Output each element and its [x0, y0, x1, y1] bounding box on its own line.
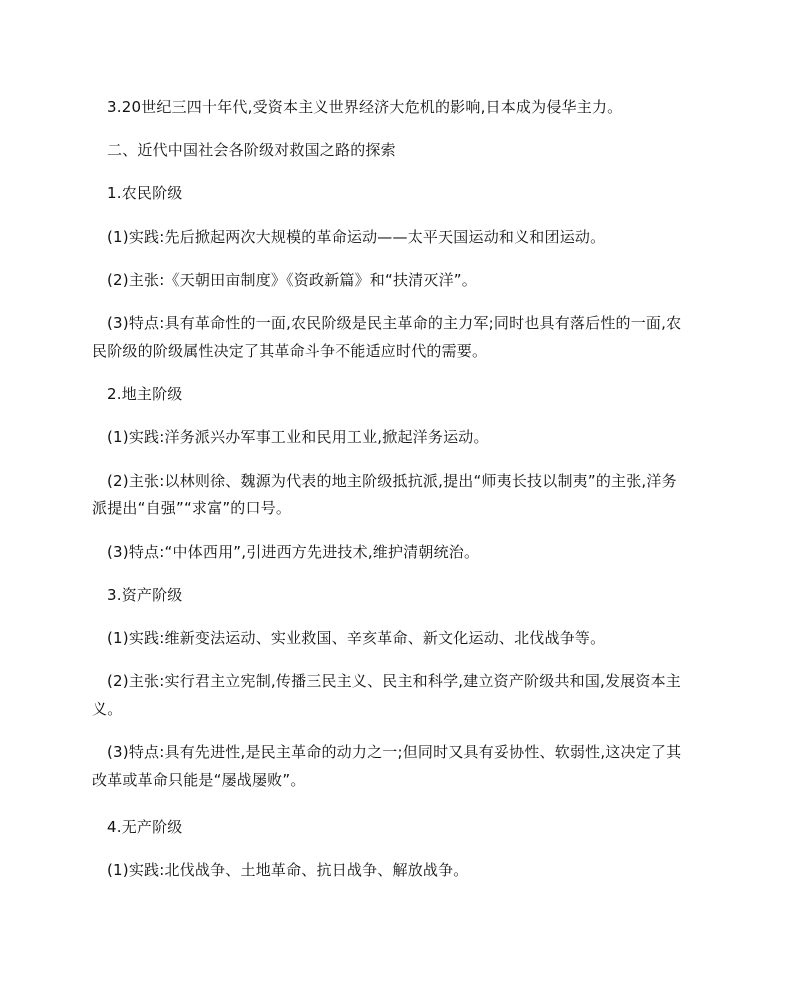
- item-3-japan-aggression: 3.20世纪三四十年代,受资本主义世界经济大危机的影响,日本成为侵华主力。: [107, 98, 623, 116]
- bourgeoisie-features-line-2: 改革或革命只能是“屡战屡败”。: [92, 771, 306, 789]
- subheading-proletariat: 4.无产阶级: [107, 818, 183, 836]
- landlord-practice: (1)实践:洋务派兴办军事工业和民用工业,掀起洋务运动。: [107, 428, 489, 446]
- proletariat-practice: (1)实践:北伐战争、土地革命、抗日战争、解放战争。: [107, 861, 469, 879]
- peasant-proposition: (2)主张:《天朝田亩制度》《资政新篇》和“扶清灭洋”。: [107, 271, 477, 289]
- landlord-proposition-line-2: 派提出“自强”“求富”的口号。: [92, 499, 292, 517]
- subheading-peasant-class: 1.农民阶级: [107, 184, 183, 202]
- bourgeoisie-proposition-line-2: 义。: [92, 700, 123, 718]
- peasant-features-line-1: (3)特点:具有革命性的一面,农民阶级是民主革命的主力军;同时也具有落后性的一面,农: [107, 314, 682, 332]
- bourgeoisie-practice: (1)实践:维新变法运动、实业救国、辛亥革命、新文化运动、北伐战争等。: [107, 629, 606, 647]
- bourgeoisie-proposition-line-1: (2)主张:实行君主立宪制,传播三民主义、民主和科学,建立资产阶级共和国,发展资本主: [107, 672, 682, 690]
- section-heading-2: 二、近代中国社会各阶级对救国之路的探索: [107, 141, 396, 159]
- bourgeoisie-features-line-1: (3)特点:具有先进性,是民主革命的动力之一;但同时又具有妥协性、软弱性,这决定了其: [107, 743, 682, 761]
- subheading-bourgeoisie: 3.资产阶级: [107, 586, 183, 604]
- peasant-features-line-2: 民阶级的阶级属性决定了其革命斗争不能适应时代的需要。: [92, 342, 488, 360]
- peasant-practice: (1)实践:先后掀起两次大规模的革命运动——太平天国运动和义和团运动。: [107, 228, 606, 246]
- landlord-features: (3)特点:“中体西用”,引进西方先进技术,维护清朝统治。: [107, 543, 480, 561]
- landlord-proposition-line-1: (2)主张:以林则徐、魏源为代表的地主阶级抵抗派,提出“师夷长技以制夷”的主张,洋务: [107, 472, 677, 490]
- subheading-landlord-class: 2.地主阶级: [107, 385, 183, 403]
